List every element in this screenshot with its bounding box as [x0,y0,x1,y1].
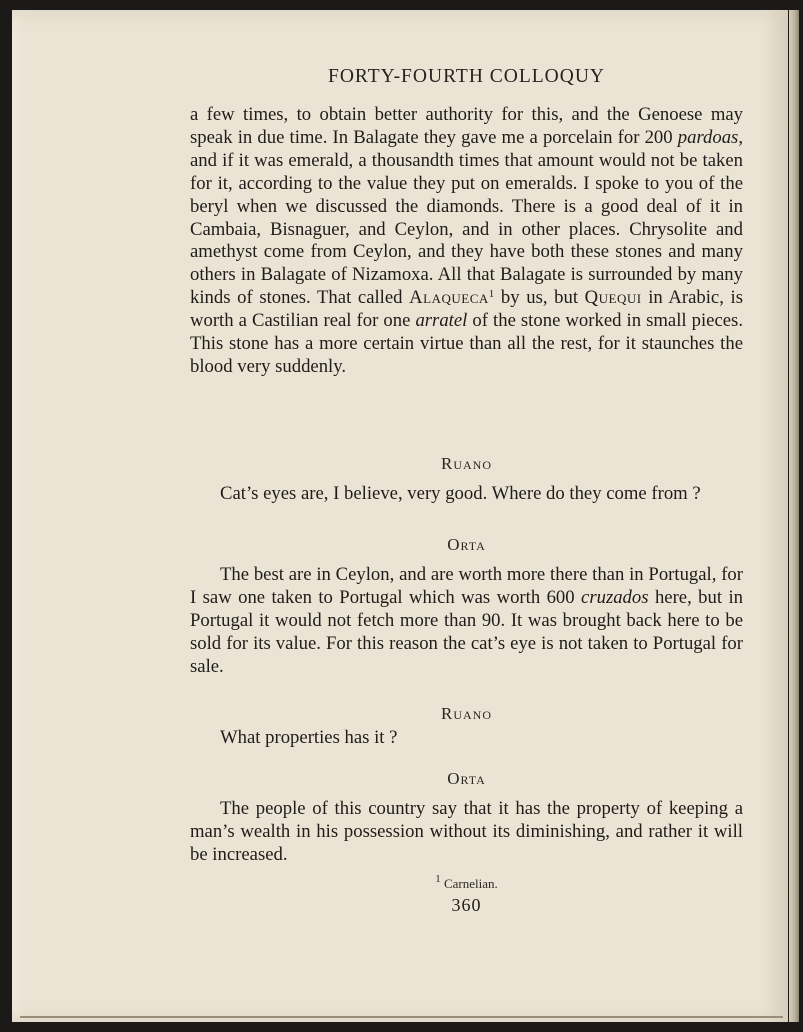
italic-cruzados: cruzados [581,586,649,608]
term-quequi: Quequi [584,287,642,309]
page-edge [789,10,799,1022]
page-bottom-edge [20,1016,783,1018]
page-number: 360 [451,895,482,915]
paragraph-4: What properties has it ? [220,727,398,748]
footnote-marker: 1 [435,873,441,885]
running-head: FORTY-FOURTH COLLOQUY [327,66,606,87]
footnote-ref: 1 [488,288,495,301]
paragraph-2: Cat’s eyes are, I believe, very good. Where do they come from ? [220,483,701,504]
speaker-orta: Orta [447,535,486,554]
term-alaqueca: Alaqueca [409,287,489,309]
speaker-ruano: Ruano [440,454,492,473]
speaker-orta: Orta [447,769,486,788]
italic-arratel: arratel [415,310,468,332]
speaker-ruano: Ruano [440,704,492,723]
footnote: $^1$ Carnelian. [435,873,498,891]
paragraph-5: The people of this country say that it has the property of keeping a man’s wealth in his possession without its diminishing, and rather it will be increased. [190,798,743,865]
paragraph-3: The best are in Ceylon, and are worth more there than in Portugal, for I saw one taken to Portugal which was worth 600 cruzados here, but in Portugal it would not fetch more than 90. It was brought back here to be sold for its value. For this reason the cat’s eye is not taken to Portugal for sale. [190,564,743,677]
italic-pardoas: pardoas [677,126,739,148]
paragraph-1: a few times, to obtain better authority for this, and the Genoese may speak in due time. In Balagate they gave me a porcelain for 200 pardoas, and if it was emerald, a thousandth times that amount would not be taken for it, according to the value they put on emeralds. I spoke to you of the beryl when we discussed the diamonds. There is a good deal of it in Cambaia, Bisnaguer, and Ceylon, and in other places. Chrysolite and amethyst come from Ceylon, and they have both these stones and many others in Balagate of Nizamoxa. All that Balagate is surrounded by many kinds of stones. That called Alaqueca$^1$ by us, but Quequi in Arabic, is worth a Castilian real for one arratel of the stone worked in small pieces. This stone has a more certain virtue than all the rest, for it staunches the blood very suddenly. [190,104,744,377]
